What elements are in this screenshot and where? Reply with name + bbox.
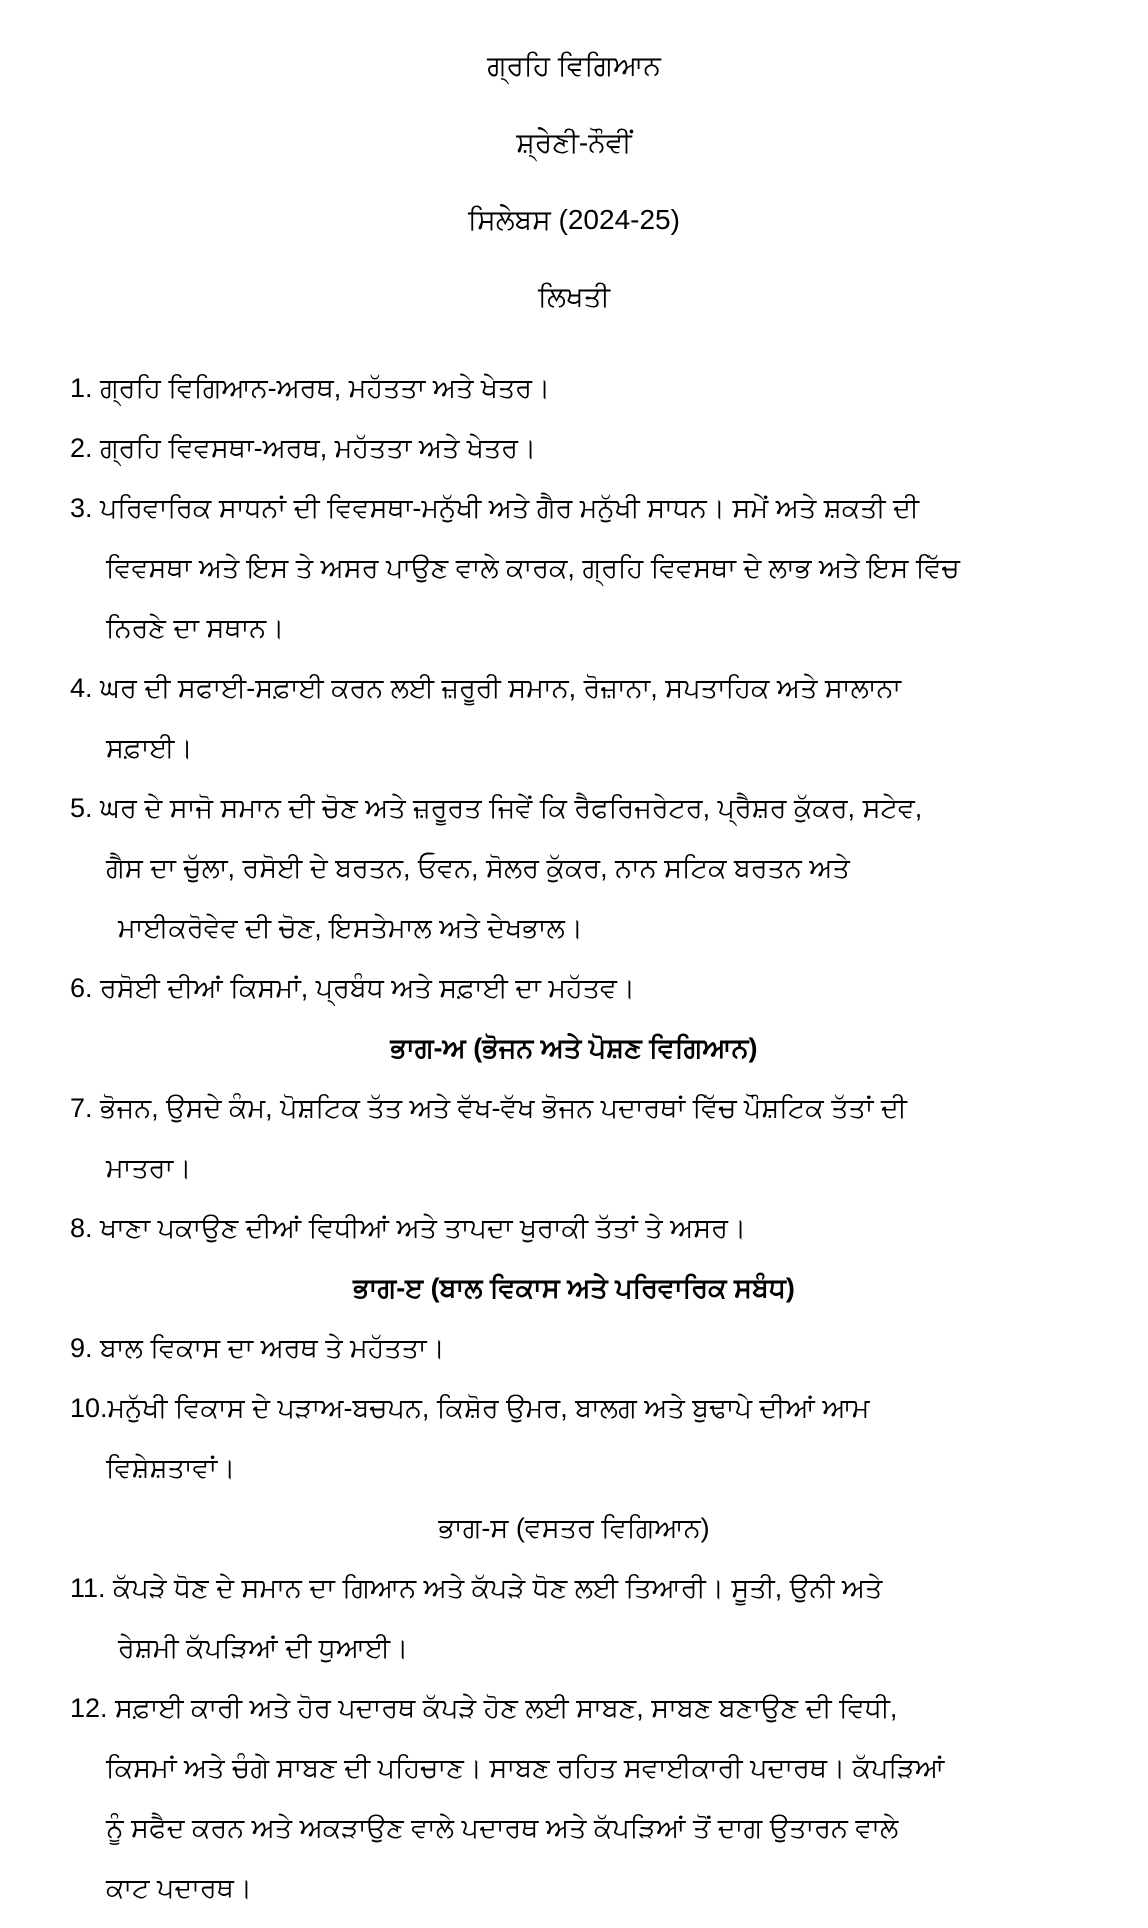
section-heading: ਭਾਗ-ੲ (ਬਾਲ ਵਿਕਾਸ ਅਤੇ ਪਰਿਵਾਰਿਕ ਸਬੰਧ) [353, 1273, 795, 1303]
syllabus-year: ਸਿਲੇਬਸ (2024-25) [468, 204, 680, 235]
syllabus-line: ਮਾਈਕਰੋਵੇਵ ਦੀ ਚੋਣ, ਇਸਤੇਮਾਲ ਅਤੇ ਦੇਖਭਾਲ। [118, 913, 583, 943]
syllabus-line: 11. ਕੱਪੜੇ ਧੋਣ ਦੇ ਸਮਾਨ ਦਾ ਗਿਆਨ ਅਤੇ ਕੱਪੜੇ ਧੋਣ ਲਈ ਤਿਆਰੀ। ਸੂਤੀ, ਉਨੀ ਅਤੇ [70, 1573, 883, 1603]
syllabus-line: ਗੈਸ ਦਾ ਚੁੱਲਾ, ਰਸੋਈ ਦੇ ਬਰਤਨ, ਓਵਨ, ਸੋਲਰ ਕੁੱਕਰ, ਨਾਨ ਸਟਿਕ ਬਰਤਨ ਅਤੇ [106, 853, 850, 883]
syllabus-line: 12. ਸਫ਼ਾਈ ਕਾਰੀ ਅਤੇ ਹੋਰ ਪਦਾਰਥ ਕੱਪੜੇ ਹੋਣ ਲਈ ਸਾਬਣ, ਸਾਬਣ ਬਣਾਉਣ ਦੀ ਵਿਧੀ, [70, 1693, 898, 1723]
syllabus-line: 8. ਖਾਣਾ ਪਕਾਉਣ ਦੀਆਂ ਵਿਧੀਆਂ ਅਤੇ ਤਾਪਦਾ ਖੁਰਾਕੀ ਤੱਤਾਂ ਤੇ ਅਸਰ। [70, 1213, 747, 1243]
syllabus-line: ਕਾਟ ਪਦਾਰਥ। [106, 1873, 253, 1903]
syllabus-line: ਮਾਤਰਾ। [106, 1153, 192, 1183]
document-title: ਗ੍ਰਹਿ ਵਿਗਿਆਨ [487, 50, 661, 81]
syllabus-line: ਨੂੰ ਸਫੈਦ ਕਰਨ ਅਤੇ ਅਕੜਾਉਣ ਵਾਲੇ ਪਦਾਰਥ ਅਤੇ ਕੱਪੜਿਆਂ ਤੋਂ ਦਾਗ ਉਤਾਰਨ ਵਾਲੇ [106, 1813, 899, 1843]
syllabus-line: ਰੇਸ਼ਮੀ ਕੱਪੜਿਆਂ ਦੀ ਧੁਆਈ। [118, 1633, 409, 1663]
syllabus-line: 6. ਰਸੋਈ ਦੀਆਂ ਕਿਸਮਾਂ, ਪ੍ਰਬੰਧ ਅਤੇ ਸਫ਼ਾਈ ਦਾ ਮਹੱਤਵ। [70, 973, 636, 1003]
title-block [0, 46, 1148, 354]
section-heading: ਭਾਗ-ਅ (ਭੋਜਨ ਅਤੇ ਪੋਸ਼ਣ ਵਿਗਿਆਨ) [390, 1033, 758, 1063]
syllabus-line: 3. ਪਰਿਵਾਰਿਕ ਸਾਧਨਾਂ ਦੀ ਵਿਵਸਥਾ-ਮਨੁੱਖੀ ਅਤੇ ਗੈਰ ਮਨੁੱਖੀ ਸਾਧਨ। ਸਮੇਂ ਅਤੇ ਸ਼ਕਤੀ ਦੀ [70, 493, 920, 523]
section-heading: ਭਾਗ-ਸ (ਵਸਤਰ ਵਿਗਿਆਨ) [438, 1513, 710, 1543]
syllabus-line: ਨਿਰਣੇ ਦਾ ਸਥਾਨ। [106, 613, 285, 643]
syllabus-line: ਕਿਸਮਾਂ ਅਤੇ ਚੰਗੇ ਸਾਬਣ ਦੀ ਪਹਿਚਾਣ। ਸਾਬਣ ਰਹਿਤ ਸਵਾਈਕਾਰੀ ਪਦਾਰਥ। ਕੱਪੜਿਆਂ [106, 1753, 945, 1783]
syllabus-line: 4. ਘਰ ਦੀ ਸਫਾਈ-ਸਫ਼ਾਈ ਕਰਨ ਲਈ ਜ਼ਰੂਰੀ ਸਮਾਨ, ਰੋਜ਼ਾਨਾ, ਸਪਤਾਹਿਕ ਅਤੇ ਸਾਲਾਨਾ [70, 673, 902, 703]
syllabus-line: 7. ਭੋਜਨ, ਉਸਦੇ ਕੰਮ, ਪੋਸ਼ਟਿਕ ਤੱਤ ਅਤੇ ਵੱਖ-ਵੱਖ ਭੋਜਨ ਪਦਾਰਥਾਂ ਵਿੱਚ ਪੌਸ਼ਟਿਕ ਤੱਤਾਂ ਦੀ [70, 1093, 907, 1123]
syllabus-line: 2. ਗ੍ਰਹਿ ਵਿਵਸਥਾ-ਅਰਥ, ਮਹੱਤਤਾ ਅਤੇ ਖੇਤਰ। [70, 433, 537, 463]
document-body [0, 358, 1148, 1918]
syllabus-line: ਵਿਵਸਥਾ ਅਤੇ ਇਸ ਤੇ ਅਸਰ ਪਾਉਣ ਵਾਲੇ ਕਾਰਕ, ਗ੍ਰਹਿ ਵਿਵਸਥਾ ਦੇ ਲਾਭ ਅਤੇ ਇਸ ਵਿੱਚ [106, 553, 960, 583]
class-subtitle: ਸ਼੍ਰੇਣੀ-ਨੌਵੀਂ [516, 127, 632, 158]
syllabus-line: 9. ਬਾਲ ਵਿਕਾਸ ਦਾ ਅਰਥ ਤੇ ਮਹੱਤਤਾ। [70, 1333, 445, 1363]
syllabus-line: 1. ਗ੍ਰਹਿ ਵਿਗਿਆਨ-ਅਰਥ, ਮਹੱਤਤਾ ਅਤੇ ਖੇਤਰ। [70, 373, 551, 403]
syllabus-line: 10.ਮਨੁੱਖੀ ਵਿਕਾਸ ਦੇ ਪੜਾਅ-ਬਚਪਨ, ਕਿਸ਼ੋਰ ਉਮਰ, ਬਾਲਗ ਅਤੇ ਬੁਢਾਪੇ ਦੀਆਂ ਆਮ [70, 1393, 870, 1423]
syllabus-line: ਸਫ਼ਾਈ। [106, 733, 193, 763]
syllabus-line: ਵਿਸ਼ੇਸ਼ਤਾਵਾਂ। [106, 1453, 236, 1483]
syllabus-line: 5. ਘਰ ਦੇ ਸਾਜੋ ਸਮਾਨ ਦੀ ਚੋਣ ਅਤੇ ਜ਼ਰੂਰਤ ਜਿਵੇਂ ਕਿ ਰੈਫਰਿਜਰੇਟਰ, ਪ੍ਰੈਸ਼ਰ ਕੁੱਕਰ, ਸਟੇਵ, [70, 793, 923, 823]
written-heading: ਲਿਖਤੀ [537, 281, 611, 312]
